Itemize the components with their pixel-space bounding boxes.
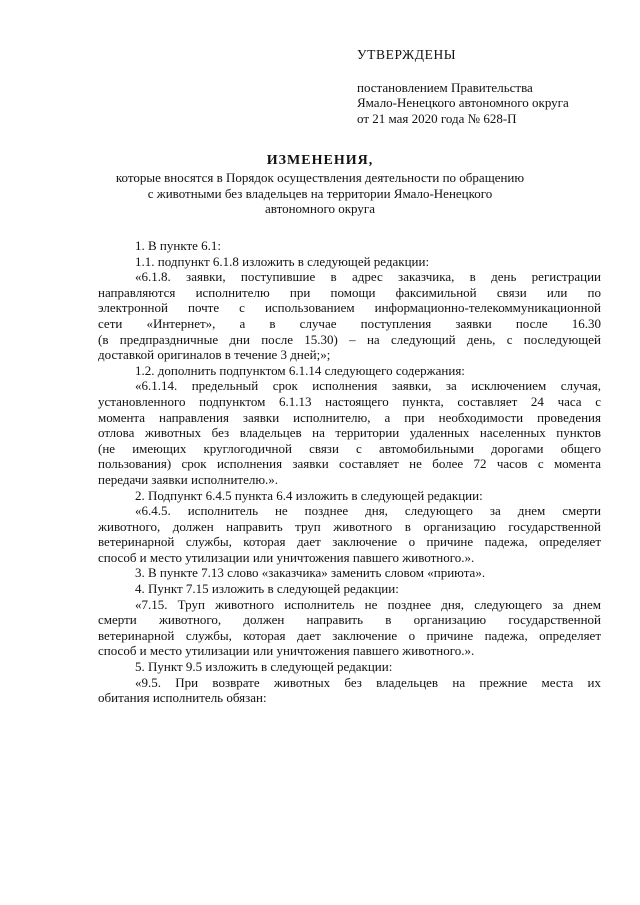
document-body [98,238,601,706]
paragraph [98,675,601,706]
title-line: которые вносятся в Порядок осуществления деятельности по обращению [115,170,525,185]
approval-line: постановлением Правительства [357,79,533,95]
approval-stamp-block [357,47,627,126]
paragraph-line: (не имеющих круглогодичной связи с автомобильными дорогами общего [98,440,601,456]
paragraph-line: сети «Интернет», а в случае поступления заявки после 16.30 [98,315,601,331]
paragraph [98,363,601,379]
paragraph-line: способ и место утилизации или уничтожения павшего животного.». [98,643,475,659]
approval-line: Ямало-Ненецкого автономного округа [357,95,569,111]
paragraph [98,659,601,675]
paragraph-line: «9.5. При возврате животных без владельцев на прежние места их [135,674,601,690]
paragraph-line: передачи заявки исполнителю.». [98,471,279,487]
paragraph [98,254,601,270]
paragraph-line: доставкой оригиналов в течение 3 дней;»; [98,347,331,363]
paragraph-line: 1. В пункте 6.1: [135,238,222,253]
paragraph-line: способ и место утилизации или уничтожения павшего животного.». [98,549,475,565]
paragraph-line: (в предпраздничные дни после 15.30) – на следующий день, с последующей [98,331,601,347]
paragraph [98,503,601,565]
paragraph [98,488,601,504]
paragraph-line: электронной почте с использованием информационно-телекоммуникационной [98,300,601,316]
paragraph-line: 2. Подпункт 6.4.5 пункта 6.4 изложить в следующей редакции: [135,487,483,503]
paragraph-line: момента направления заявки исполнителю, а при необходимости проведения [98,409,601,425]
paragraph-line: 1.1. подпункт 6.1.8 изложить в следующей редакции: [135,253,430,269]
paragraph-line: животного, должен направить труп животного в организацию государственной [98,518,601,534]
paragraph-line: отлова животных без владельцев на территории удаленных населенных пунктов [98,425,601,441]
paragraph-line: 3. В пункте 7.13 слово «заказчика» заменить словом «приюта». [135,565,486,581]
paragraph-line: 1.2. дополнить подпунктом 6.1.14 следующего содержания: [135,362,465,378]
title-heading: ИЗМЕНЕНИЯ, [266,153,374,168]
document-title [100,152,540,217]
paragraph-line: установленного подпунктом 6.1.13 настоящего пункта, составляет 24 часа с [98,393,601,409]
paragraph-line: 5. Пункт 9.5 изложить в следующей редакции: [135,659,393,675]
paragraph-line: 4. Пункт 7.15 изложить в следующей редакции: [135,581,399,597]
paragraph [98,269,601,363]
paragraph-line: смерти животного, должен направить в организацию государственной [98,612,601,628]
paragraph-line: «6.1.14. предельный срок исполнения заявки, за исключением случая, [135,378,601,394]
paragraph-line: обитания исполнитель обязан: [98,690,267,706]
paragraph [98,238,601,254]
paragraph-line: ветеринарной службы, которая дает заключение о причине падежа, определяет [98,627,601,643]
approval-line: от 21 мая 2020 года № 628-П [357,110,517,126]
title-line: автономного округа [265,201,375,217]
paragraph [98,378,601,487]
paragraph-line: «7.15. Труп животного исполнитель не позднее дня, следующего за днем [135,596,601,612]
paragraph-line: «6.1.8. заявки, поступившие в адрес заказчика, в день регистрации [135,269,601,285]
approval-stamp: УТВЕРЖДЕНЫ [357,47,457,62]
paragraph-line: пользования) срок исполнения заявки составляет не более 72 часов с момента [98,456,601,472]
paragraph [98,565,601,581]
paragraph [98,597,601,659]
paragraph-line: «6.4.5. исполнитель не позднее дня, следующего за днем смерти [135,503,601,519]
paragraph-line: направляются исполнителю при помощи факсимильной связи или по [98,284,601,300]
paragraph [98,581,601,597]
title-line: с животными без владельцев на территории Ямало-Ненецкого [147,185,493,201]
paragraph-line: ветеринарной службы, которая дает заключение о причине падежа, определяет [98,534,601,550]
